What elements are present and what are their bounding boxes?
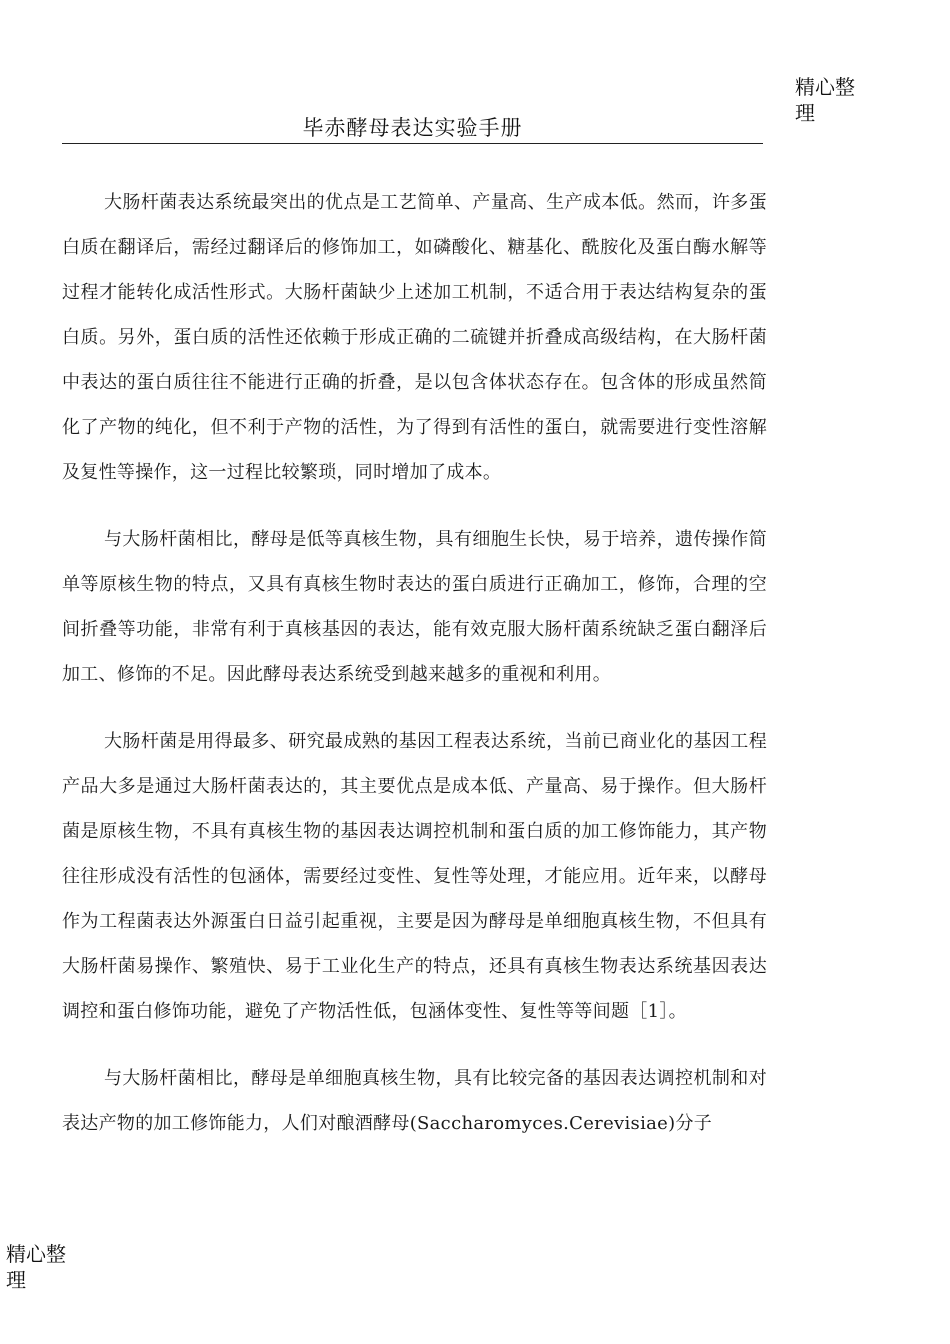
watermark-bottom: 精心整理 (6, 1242, 66, 1292)
paragraph-1: 大肠杆菌表达系统最突出的优点是工艺简单、产量高、生产成本低。然而，许多蛋白质在翻译后，需经过翻译后的修饰加工，如磷酸化、糖基化、酰胺化及蛋白酶水解等过程才能转化成活性形式。大肠杆菌缺少上述加工机制，不适合用于表达结构复杂的蛋白质。另外，蛋白质的活性还依赖于形成正确的二硫键并折叠成高级结构，在大肠杆菌中表达的蛋白质往往不能进行正确的折叠，是以包含体状态存在。包含体的形成虽然简化了产物的纯化，但不利于产物的活性，为了得到有活性的蛋白，就需要进行变性溶解及复性等操作，这一过程比较繁琐，同时增加了成本。 (62, 192, 767, 483)
document-body (62, 180, 767, 1146)
watermark-top: 精心整理 (795, 75, 855, 125)
paragraph-4: 与大肠杆菌相比，酵母是单细胞真核生物，具有比较完备的基因表达调控机制和对表达产物的加工修饰能力，人们对酿酒酵母(Saccharomyces.Cerevisiae)分子 (62, 1068, 767, 1134)
document-title: 毕赤酵母表达实验手册 (302, 116, 523, 140)
document-header (62, 114, 763, 144)
paragraph-2: 与大肠杆菌相比，酵母是低等真核生物，具有细胞生长快，易于培养，遗传操作简单等原核生物的特点，又具有真核生物时表达的蛋白质进行正确加工，修饰，合理的空间折叠等功能，非常有利于真核基因的表达，能有效克服大肠杆菌系统缺乏蛋白翻泽后加工、修饰的不足。因此酵母表达系统受到越来越多的重视和利用。 (62, 529, 767, 685)
paragraph-3: 大肠杆菌是用得最多、研究最成熟的基因工程表达系统，当前已商业化的基因工程产品大多是通过大肠杆菌表达的，其主要优点是成本低、产量高、易于操作。但大肠杆菌是原核生物，不具有真核生物的基因表达调控机制和蛋白质的加工修饰能力，其产物往往形成没有活性的包涵体，需要经过变性、复性等处理，才能应用。近年来，以酵母作为工程菌表达外源蛋白日益引起重视，主要是因为酵母是单细胞真核生物，不但具有大肠杆菌易操作、繁殖快、易于工业化生产的特点，还具有真核生物表达系统基因表达调控和蛋白修饰功能，避免了产物活性低，包涵体变性、复性等等间题［1］。 (62, 731, 767, 1022)
